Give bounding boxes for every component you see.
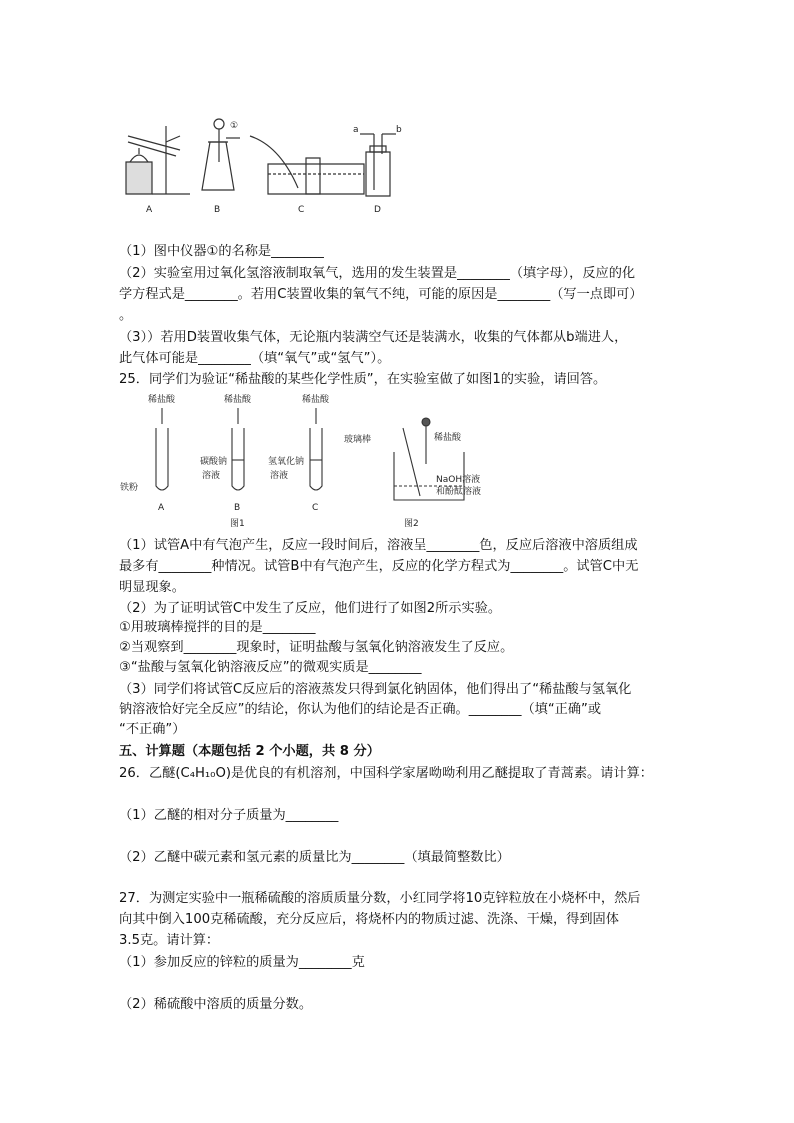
marker-1: ① (230, 121, 239, 131)
figure1-caption: 图1 (230, 519, 245, 529)
tube-A-label: A (158, 503, 165, 513)
q24-part2-line1: （2）实验室用过氧化氢溶液制取氧气，选用的发生装置是________（填字母），反应的化 (119, 266, 636, 281)
q25-step2: ②当观察到________现象时，证明盐酸与氢氧化钠溶液发生了反应。 (119, 640, 514, 655)
naoh-label-2: 溶液 (270, 471, 289, 481)
beaker-label-1: NaOH溶液 (436, 475, 481, 485)
q24-part3-line2: 此气体可能是________（填“氧气”或“氢气”）。 (119, 351, 391, 366)
q25-part3-line2: 钠溶液恰好完全反应”的结论，你认为他们的结论是否正确。________（填“正确”或 (119, 702, 602, 717)
q25-part3-line1: （3）同学们将试管C反应后的溶液蒸发只得到氯化钠固体，他们得出了“稀盐酸与氢氧化 (119, 682, 632, 697)
naoh-label-1: 氢氧化钠 (268, 457, 305, 467)
apparatus-figure (118, 112, 418, 220)
q27-intro-line2: 向其中倒入100克稀硫酸，充分反应后，将烧杯内的物质过滤、洗涤、干燥，得到固体 (119, 912, 619, 927)
q25-part1-line1: （1）试管A中有气泡产生，反应一段时间后，溶液呈________色，反应后溶液中溶质组成 (119, 538, 638, 553)
q25-step3: ③“盐酸与氢氧化钠溶液反应”的微观实质是________ (119, 660, 422, 675)
q24-part2-line3: 。 (119, 308, 133, 323)
q24-part2-line2: 学方程式是________。若用C装置收集的氧气不纯，可能的原因是________（写一点即可） (119, 287, 643, 302)
acid-experiment-figure (118, 390, 508, 530)
q27-intro-line1: 27．为测定实验中一瓶稀硫酸的溶质质量分数，小红同学将10克锌粒放在小烧杯中，然后 (119, 891, 641, 906)
label-C: C (298, 205, 305, 215)
q25-part1-line2: 最多有________种情况。试管B中有气泡产生，反应的化学方程式为________。试管C中无 (119, 559, 639, 574)
tube-C-label: C (312, 503, 319, 513)
q27-intro-line3: 3.5克。请计算： (119, 933, 220, 948)
q25-part2: （2）为了证明试管C中发生了反应，他们进行了如图2所示实验。 (119, 601, 502, 616)
na2co3-label-1: 碳酸钠 (200, 457, 228, 467)
dropper-acid-label: 稀盐酸 (434, 433, 462, 443)
q27-part1: （1）参加反应的锌粒的质量为________克 (119, 955, 365, 970)
q26-part1: （1）乙醚的相对分子质量为________ (119, 808, 339, 823)
label-B: B (214, 205, 221, 215)
beaker-label-2: 和酚酞溶液 (436, 487, 482, 497)
figure2-caption: 图2 (404, 519, 419, 529)
port-a-label: a (353, 125, 359, 135)
acid-label-B: 稀盐酸 (224, 395, 252, 405)
port-b-label: b (396, 125, 402, 135)
q24-part1: （1）图中仪器①的名称是________ (119, 244, 324, 259)
iron-powder-label: 铁粉 (120, 483, 139, 493)
acid-label-A: 稀盐酸 (148, 395, 176, 405)
acid-label-C: 稀盐酸 (302, 395, 330, 405)
q25-part3-line3: “不正确”） (119, 722, 186, 737)
section5-heading: 五、计算题（本题包括 2 个小题，共 8 分） (119, 744, 380, 759)
q27-part2: （2）稀硫酸中溶质的质量分数。 (119, 997, 313, 1012)
glass-rod-label: 玻璃棒 (344, 435, 372, 445)
tube-B-label: B (234, 503, 241, 513)
label-A: A (146, 205, 153, 215)
q24-part3-line1: （3））若用D装置收集气体，无论瓶内装满空气还是装满水，收集的气体都从b端进人， (119, 330, 628, 345)
q25-part1-line3: 明显现象。 (119, 580, 185, 595)
q26-intro: 26．乙醚(C₄H₁₀O)是优良的有机溶剂，中国科学家屠呦呦利用乙醚提取了青蒿素。请计算： (119, 766, 653, 781)
q25-step1: ①用玻璃棒搅拌的目的是________ (119, 620, 316, 635)
q25-intro: 25．同学们为验证“稀盐酸的某些化学性质”，在实验室做了如图1的实验，请回答。 (119, 372, 607, 387)
q26-part2: （2）乙醚中碳元素和氢元素的质量比为________（填最简整数比） (119, 850, 510, 865)
na2co3-label-2: 溶液 (202, 471, 221, 481)
label-D: D (374, 205, 381, 215)
